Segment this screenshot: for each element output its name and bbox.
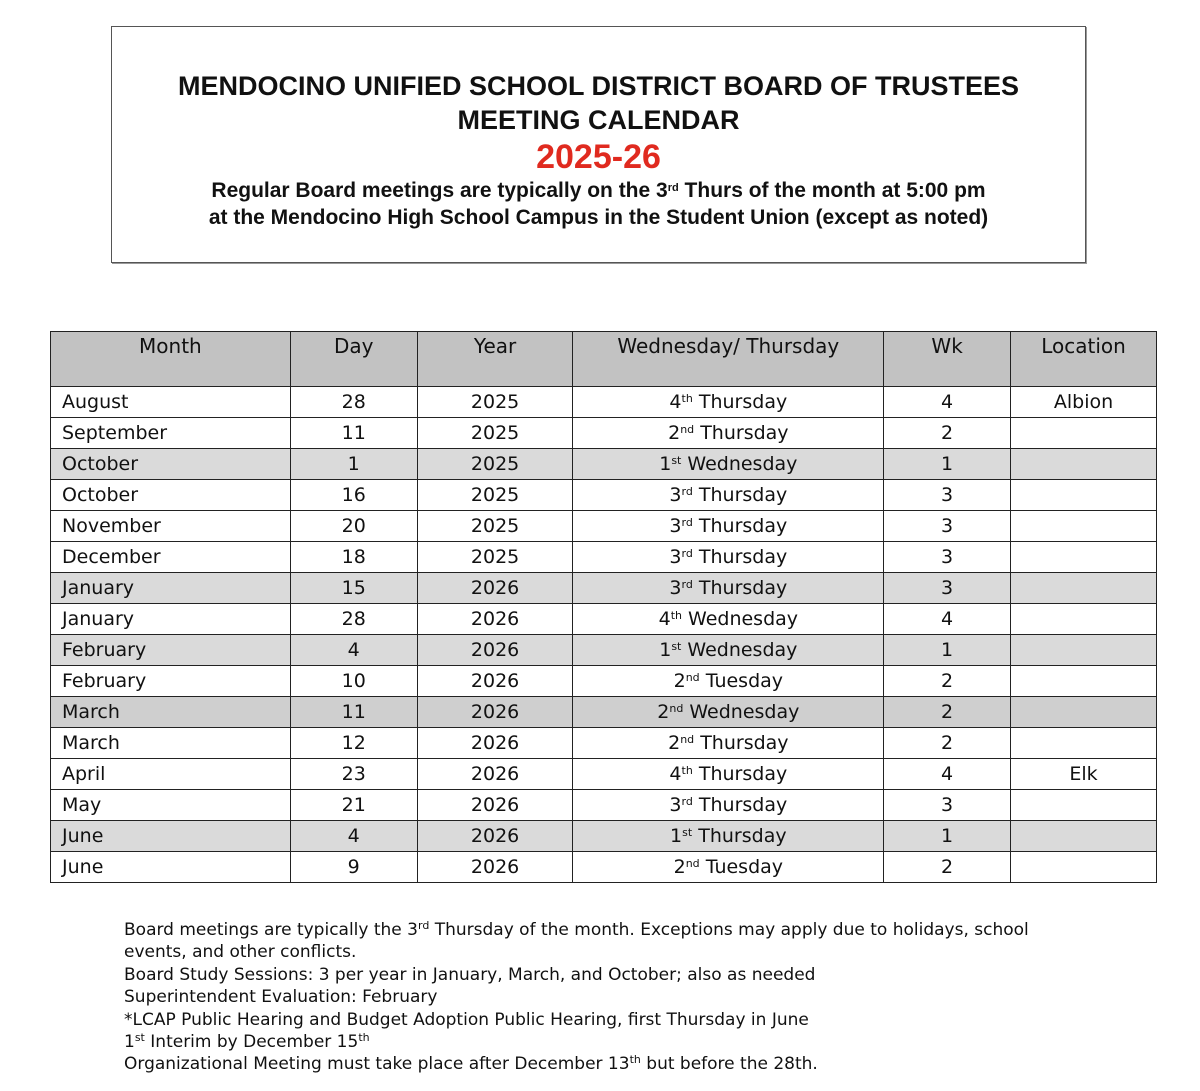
weekday: Thursday [700,422,789,444]
ordinal: 1 [659,639,672,661]
ordinal-suffix: st [671,454,682,467]
cell-location [1011,511,1157,542]
cell-month: March [51,728,291,759]
ordinal: 1 [659,453,672,475]
note-study-sessions: Board Study Sessions: 3 per year in January, March, and October; also as needed [124,964,816,985]
ordinal-suffix: rd [681,516,693,529]
cell-year: 2025 [417,387,573,418]
col-location: Location [1011,332,1157,387]
cell-month: October [51,480,291,511]
cell-weekday [573,573,884,604]
cell-month: February [51,635,291,666]
cell-weekday [573,635,884,666]
cell-wk: 4 [884,387,1011,418]
cell-month: December [51,542,291,573]
cell-day: 11 [290,418,417,449]
table-row [51,387,1157,418]
cell-weekday [573,759,884,790]
table-row [51,821,1157,852]
cell-day: 20 [290,511,417,542]
ordinal-suffix: rd [681,578,693,591]
ordinal: 2 [657,701,670,723]
cell-year: 2025 [417,480,573,511]
cell-month: January [51,604,291,635]
cell-month: January [51,573,291,604]
cell-month: February [51,666,291,697]
ordinal: 4 [658,608,671,630]
ordinal-suffix: nd [685,671,700,684]
table-header-row [51,332,1157,387]
cell-year: 2026 [417,790,573,821]
ordinal: 3 [669,546,682,568]
cell-location [1011,573,1157,604]
ordinal: 2 [668,732,681,754]
cell-location [1011,697,1157,728]
district-title [112,69,1085,137]
cell-wk: 4 [884,604,1011,635]
cell-weekday [573,852,884,883]
ordinal-suffix: rd [681,547,693,560]
cell-location [1011,821,1157,852]
cell-weekday [573,418,884,449]
cell-wk: 2 [884,418,1011,449]
ordinal: 3 [669,484,682,506]
ordinal: 3 [669,515,682,537]
note-text: Organizational Meeting must take place after December 13 [124,1054,630,1075]
cell-month: June [51,821,291,852]
note-interim [124,1031,1084,1053]
cell-month: April [51,759,291,790]
subtitle-text: Thurs of the month at 5:00 pm [678,179,986,202]
note-organizational [124,1053,1084,1075]
table-row [51,728,1157,759]
table-row [51,635,1157,666]
cell-weekday [573,666,884,697]
weekday: Thursday [698,391,788,413]
weekday: Wednesday [687,453,798,475]
cell-wk: 4 [884,759,1011,790]
cell-wk: 3 [884,542,1011,573]
table-row [51,480,1157,511]
table-row [51,511,1157,542]
ordinal-suffix: th [681,392,693,405]
note-typical [124,919,1084,964]
ordinal-suffix: nd [685,857,700,870]
col-day: Day [290,332,417,387]
cell-day: 11 [290,697,417,728]
cell-month: October [51,449,291,480]
cell-location [1011,542,1157,573]
cell-day: 10 [290,666,417,697]
cell-year: 2026 [417,635,573,666]
title-line-2: MEETING CALENDAR [457,105,740,135]
ordinal: 3 [669,577,682,599]
cell-weekday [573,449,884,480]
cell-weekday [573,511,884,542]
ordinal: 4 [669,763,682,785]
weekday: Thursday [698,515,788,537]
subtitle-sup: rd [667,182,679,194]
weekday: Thursday [698,546,788,568]
cell-location: Albion [1011,387,1157,418]
note-sup: rd [418,919,430,932]
cell-year: 2026 [417,666,573,697]
cell-wk: 3 [884,511,1011,542]
ordinal-suffix: st [671,640,682,653]
table-row [51,697,1157,728]
ordinal: 1 [670,825,683,847]
cell-wk: 1 [884,635,1011,666]
cell-month: June [51,852,291,883]
cell-location [1011,480,1157,511]
cell-year: 2026 [417,604,573,635]
cell-weekday [573,728,884,759]
cell-year: 2026 [417,573,573,604]
ordinal-suffix: rd [681,485,693,498]
cell-year: 2025 [417,511,573,542]
cell-day: 1 [290,449,417,480]
table-row [51,418,1157,449]
school-year: 2025-26 [536,138,661,176]
cell-day: 9 [290,852,417,883]
ordinal: 2 [673,670,686,692]
weekday: Wednesday [687,639,798,661]
ordinal-suffix: nd [669,702,684,715]
cell-day: 21 [290,790,417,821]
cell-month: November [51,511,291,542]
cell-month: March [51,697,291,728]
note-sup: th [358,1031,370,1045]
cell-day: 28 [290,387,417,418]
cell-weekday [573,790,884,821]
cell-year: 2025 [417,542,573,573]
cell-day: 23 [290,759,417,790]
cell-month: September [51,418,291,449]
col-weekday: Wednesday/ Thursday [573,332,884,387]
cell-weekday [573,697,884,728]
note-sup: st [134,1031,145,1045]
table-row [51,852,1157,883]
weekday: Tuesday [705,856,784,878]
cell-location [1011,449,1157,480]
title-box [111,26,1086,263]
cell-wk: 3 [884,573,1011,604]
cell-wk: 3 [884,790,1011,821]
ordinal-suffix: th [681,764,693,777]
cell-month: August [51,387,291,418]
note-text: Board meetings are typically the 3 [124,920,418,940]
cell-wk: 2 [884,852,1011,883]
weekday: Thursday [698,825,787,847]
cell-year: 2026 [417,852,573,883]
cell-year: 2026 [417,821,573,852]
cell-wk: 2 [884,697,1011,728]
cell-wk: 1 [884,449,1011,480]
ordinal: 4 [669,391,682,413]
cell-day: 16 [290,480,417,511]
cell-year: 2025 [417,418,573,449]
notes [124,919,1084,1076]
cell-day: 15 [290,573,417,604]
subtitle-line-1 [112,177,1085,204]
note-text: 1 [124,1032,135,1053]
col-year: Year [417,332,573,387]
weekday: Thursday [698,577,788,599]
cell-location [1011,418,1157,449]
cell-wk: 1 [884,821,1011,852]
table-row [51,759,1157,790]
cell-year: 2026 [417,728,573,759]
subtitle-text: Regular Board meetings are typically on the 3 [211,179,668,202]
weekday: Thursday [698,763,788,785]
note-sup: th [629,1053,641,1067]
cell-day: 4 [290,821,417,852]
ordinal-suffix: th [670,609,682,622]
subtitle-line-2: at the Mendocino High School Campus in the Student Union (except as noted) [208,206,989,229]
weekday: Thursday [700,732,789,754]
table-row [51,604,1157,635]
table-row [51,790,1157,821]
cell-wk: 2 [884,666,1011,697]
cell-day: 4 [290,635,417,666]
cell-weekday [573,604,884,635]
note-text: Interim by December 15 [144,1032,359,1053]
cell-weekday [573,387,884,418]
ordinal: 3 [669,794,682,816]
cell-year: 2026 [417,759,573,790]
table-row [51,542,1157,573]
cell-weekday [573,821,884,852]
cell-location [1011,728,1157,759]
ordinal: 2 [673,856,686,878]
weekday: Thursday [698,484,788,506]
cell-day: 18 [290,542,417,573]
cell-year: 2026 [417,697,573,728]
cell-day: 28 [290,604,417,635]
ordinal-suffix: rd [681,795,693,808]
note-text: but before the 28th. [640,1054,818,1075]
cell-year: 2025 [417,449,573,480]
ordinal-suffix: nd [680,733,695,746]
cell-location [1011,635,1157,666]
ordinal: 2 [668,422,681,444]
cell-location [1011,604,1157,635]
cell-location: Elk [1011,759,1157,790]
col-wk: Wk [884,332,1011,387]
cell-weekday [573,480,884,511]
ordinal-suffix: st [682,826,693,839]
meeting-calendar-table [50,331,1157,883]
cell-month: May [51,790,291,821]
col-month: Month [51,332,291,387]
weekday: Thursday [698,794,788,816]
note-text: Thursday of the month. Exceptions may apply due to holidays, school events, and other conflicts. [124,920,1029,963]
cell-wk: 3 [884,480,1011,511]
note-lcap: *LCAP Public Hearing and Budget Adoption Public Hearing, first Thursday in June [124,1009,809,1030]
weekday: Wednesday [689,701,800,723]
cell-weekday [573,542,884,573]
cell-wk: 2 [884,728,1011,759]
cell-location [1011,666,1157,697]
table-row [51,573,1157,604]
table-row [51,449,1157,480]
cell-location [1011,852,1157,883]
weekday: Wednesday [688,608,799,630]
note-evaluation: Superintendent Evaluation: February [124,987,438,1008]
ordinal-suffix: nd [680,423,695,436]
title-line-1: MENDOCINO UNIFIED SCHOOL DISTRICT BOARD OF TRUSTEES [177,71,1020,101]
cell-location [1011,790,1157,821]
cell-day: 12 [290,728,417,759]
weekday: Tuesday [705,670,784,692]
table-row [51,666,1157,697]
